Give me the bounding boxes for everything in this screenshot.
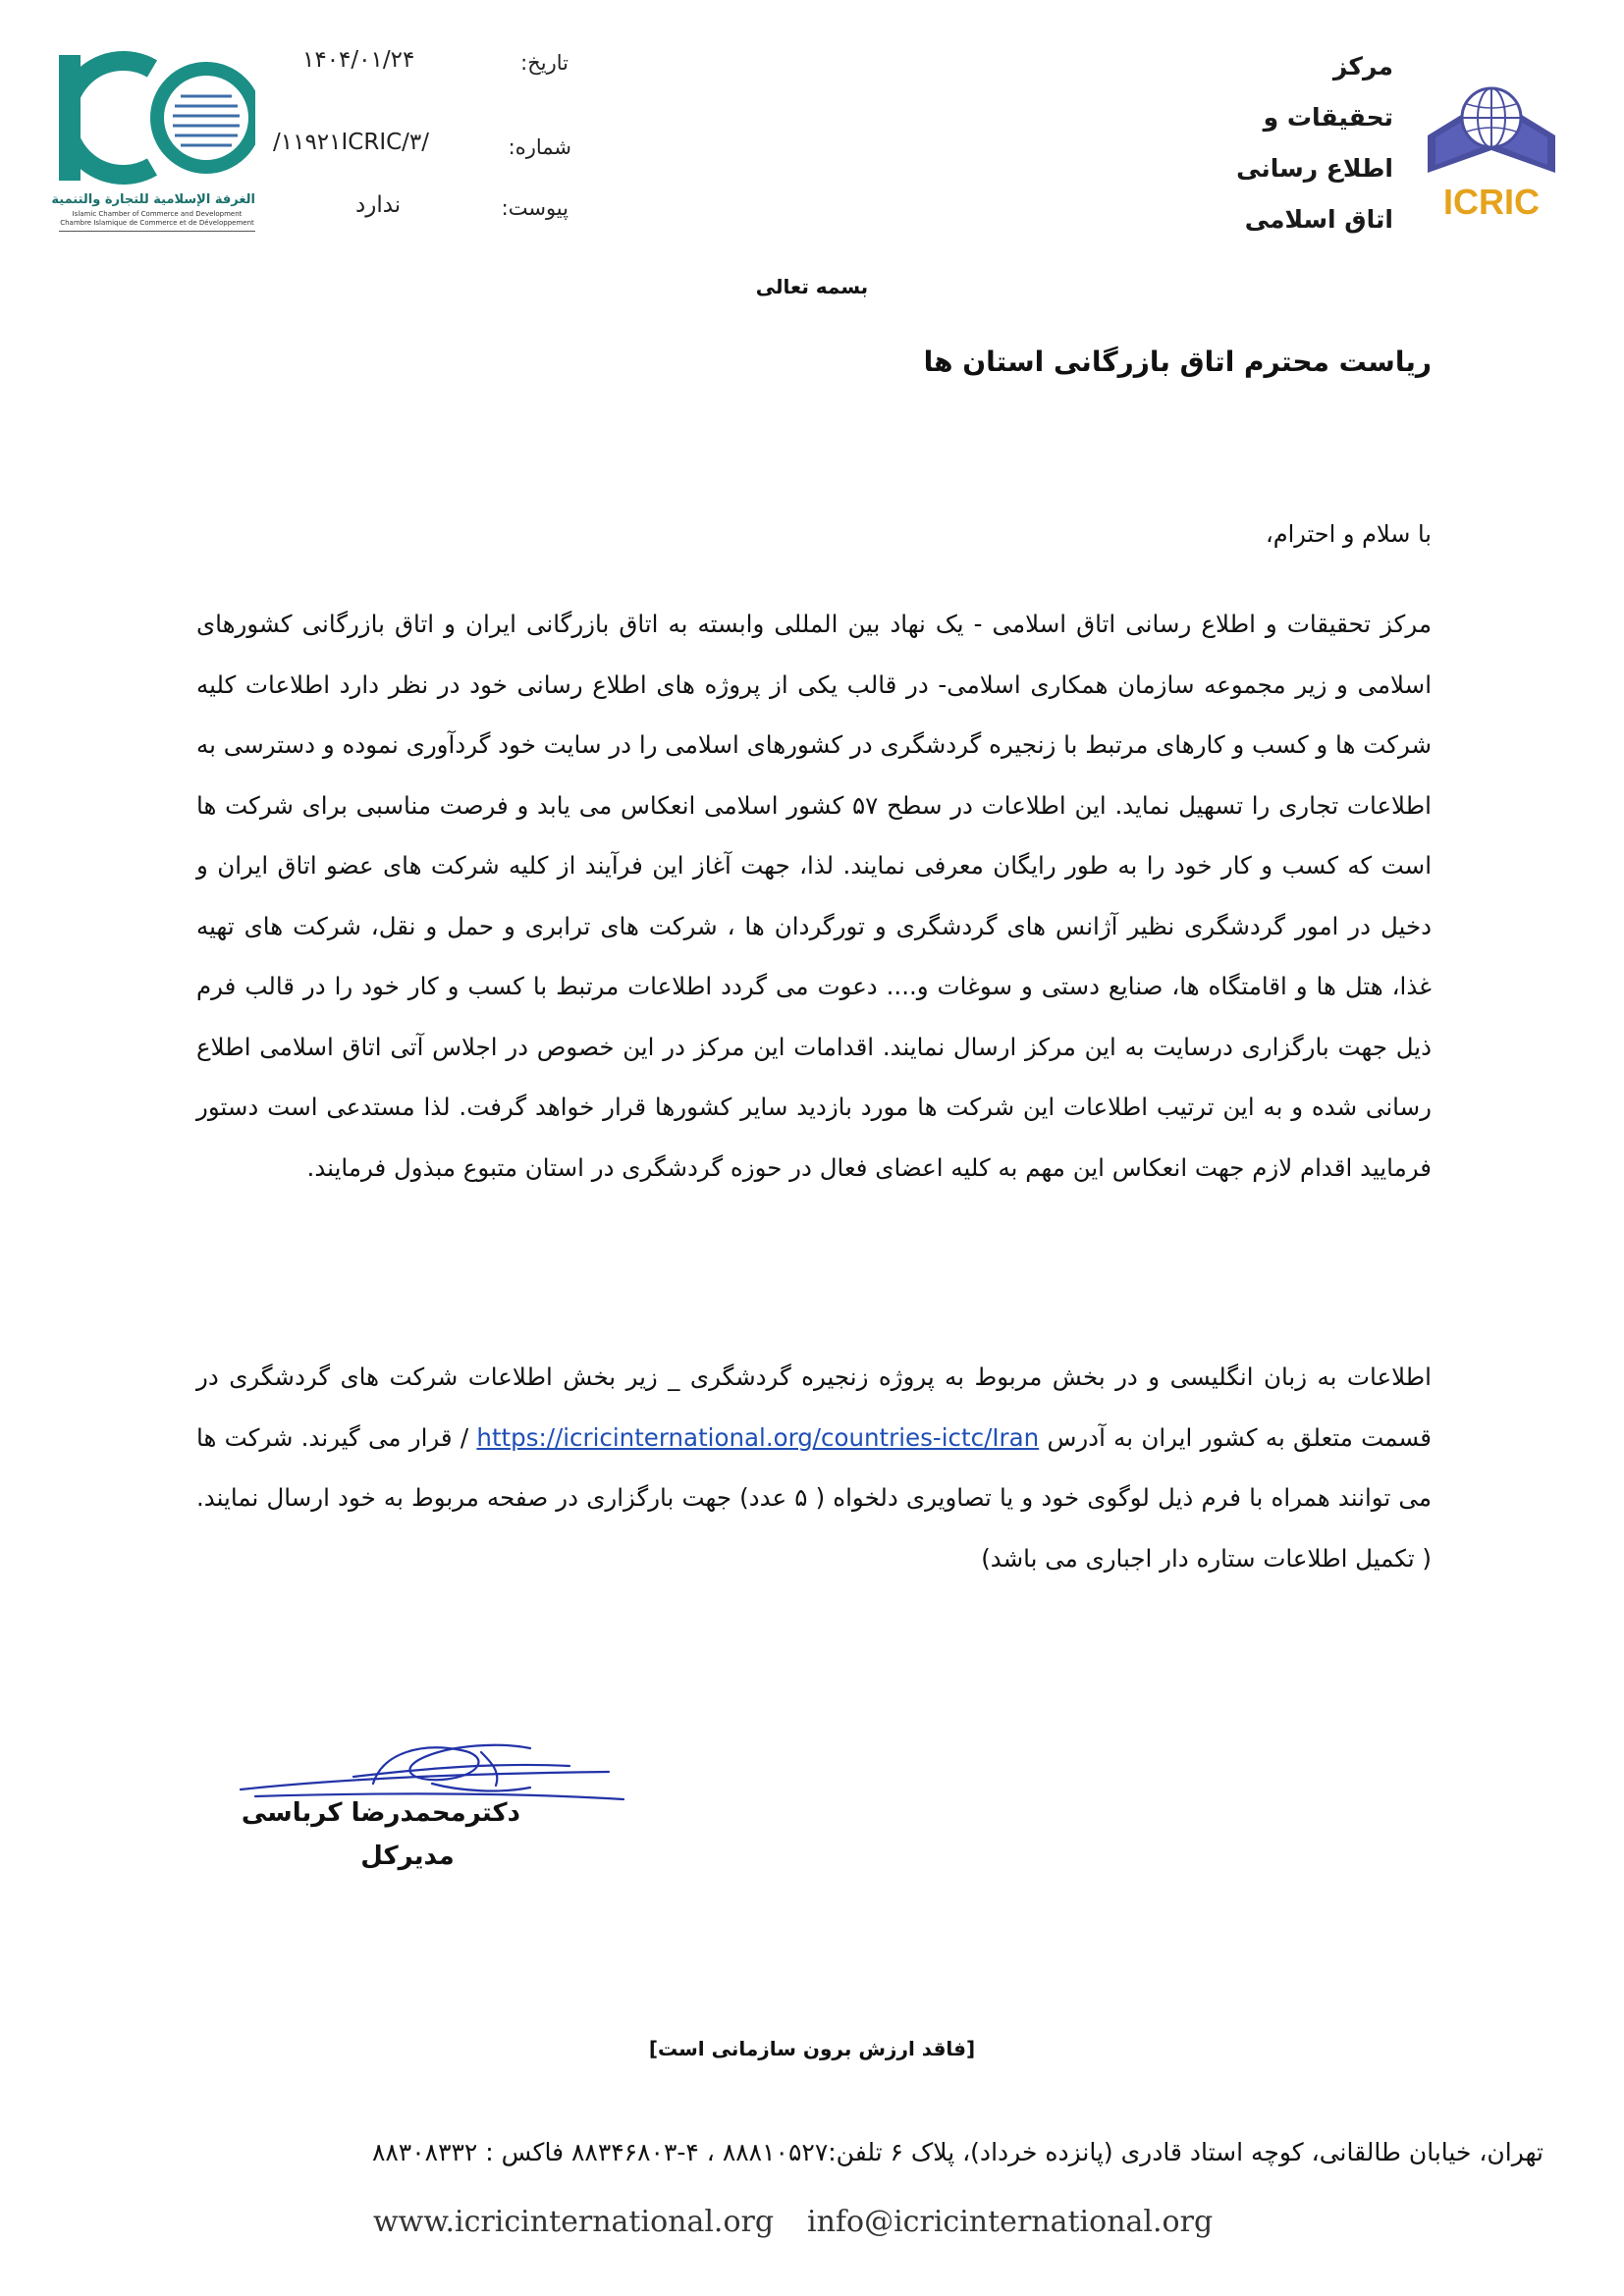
- bismillah: بسمه تعالی: [755, 275, 869, 298]
- validity-notice: [فاقد ارزش برون سازمانی است]: [648, 2037, 976, 2060]
- number-value: /۱۱۹۲۱ICRIC/۳/: [273, 130, 430, 155]
- ico-english-line: Islamic Chamber of Commerce and Development: [72, 210, 243, 218]
- paragraph-text: اطلاعات به زبان انگلیسی و در بخش مربوط به پروژه زنجیره گردشگری _ زیر بخش اطلاعات شرکت های گردشگری در قسمت متعلق به کشور ایران به آدرس: [196, 1362, 1432, 1452]
- greeting: با سلام و احترام،: [1265, 520, 1432, 548]
- attachment-label: پیوست:: [501, 196, 568, 220]
- ico-arabic-name: الغرفة الإسلامية للتجارة والتنمية: [51, 192, 255, 207]
- signer-title: مدیرکل: [360, 1842, 455, 1871]
- ico-english-name: [59, 210, 255, 228]
- addressee: ریاست محترم اتاق بازرگانی استان ها: [923, 346, 1432, 378]
- body-paragraph-1: مرکز تحقیقات و اطلاع رسانی اتاق اسلامی - یک نهاد بین المللی وابسته به اتاق بازرگانی ایران و اتاق بازرگانی کشورهای اسلامی و زیر مجموعه سازمان همکاری اسلامی- در قالب یکی از پروژه های اطلاع رسانی خود در نظر دارد اطلاعات کلیه شرکت ها و کسب و کارهای مرتبط با زنجیره گردشگری در کشورهای اسلامی را در سایت خود گردآوری نموده و دسترسی به اطلاعات تجاری را تسهیل نماید. این اطلاعات در سطح ۵۷ کشور اسلامی انعکاس می یابد و فرصت مناسبی برای شرکت ها است که کسب و کار خود را به طور رایگان معرفی نمایند. لذا، جهت آغاز این فرآیند از کلیه شرکت های عضو اتاق ایران و دخیل در امور گردشگری نظیر آژانس های گردشگری و تورگردان ها ، شرکت های ترابری و حمل و نقل، شرکت های تهیه غذا، هتل ها و اقامتگاه ها، صنایع دستی و سوغات و.... دعوت می گردد اطلاعات مرتبط با کسب و کار خود را در قالب فرم ذیل جهت بارگزاری درسایت به این مرکز ارسال نمایند. اقدامات این مرکز در این خصوص در اجلاس آتی اتاق اسلامی اطلاع رسانی شده و به این ترتیب اطلاعات این شرکت ها مورد بازدید سایر کشورها قرار خواهد گرفت. لذا مستدعی است دستور فرمایید اقدام لازم جهت انعکاس این مهم به کلیه اعضای فعال در حوزه گردشگری در استان متبوع مبذول فرمایند.: [196, 610, 1432, 1182]
- header-divider: [59, 231, 255, 232]
- date-label: تاریخ:: [520, 51, 568, 75]
- ico-french-line: Chambre Islamique de Commerce et de Développement: [60, 219, 254, 227]
- footer-address: تهران، خیابان طالقانی، کوچه استاد قادری (پانزده خرداد)، پلاک ۶ تلفن:۸۸۸۱۰۵۲۷ ، ۴-۸۸۳۴۶۸۰۳ فاکس : ۸۸۳۰۸۳۳۲: [371, 2138, 1543, 2166]
- body-paragraph-2: [196, 1347, 1432, 1588]
- number-label: شماره:: [508, 135, 571, 159]
- footer-email[interactable]: info@icricinternational.org: [807, 2205, 1214, 2239]
- iran-tourism-link[interactable]: https://icricinternational.org/countries-ictc/Iran: [476, 1422, 1040, 1452]
- footer-website[interactable]: www.icricinternational.org: [373, 2205, 775, 2239]
- paragraph-text: / قرار می گیرند. شرکت ها می توانند همراه با فرم ذیل لوگوی خود و یا تصاویری دلخواه ( ۵ عدد) جهت بارگزاری در صفحه مربوط به خود ارسال نمایند. ( تکمیل اطلاعات ستاره دار اجباری می باشد): [196, 1422, 1432, 1573]
- org-name-line: اطلاع رسانی: [1236, 154, 1393, 183]
- org-name-line: اتاق اسلامی: [1244, 205, 1393, 234]
- org-name-line: تحقیقات و: [1263, 103, 1393, 132]
- icric-logo: [1418, 57, 1565, 224]
- organization-name: [1197, 41, 1393, 245]
- org-name-line: مرکز: [1332, 52, 1393, 80]
- signer-name: دکترمحمدرضا کرباسی: [241, 1798, 520, 1828]
- svg-text:ICRIC: ICRIC: [1443, 182, 1540, 222]
- attachment-value: ندارد: [355, 192, 402, 218]
- date-value: ۱۴۰۴/۰۱/۲۴: [302, 47, 415, 73]
